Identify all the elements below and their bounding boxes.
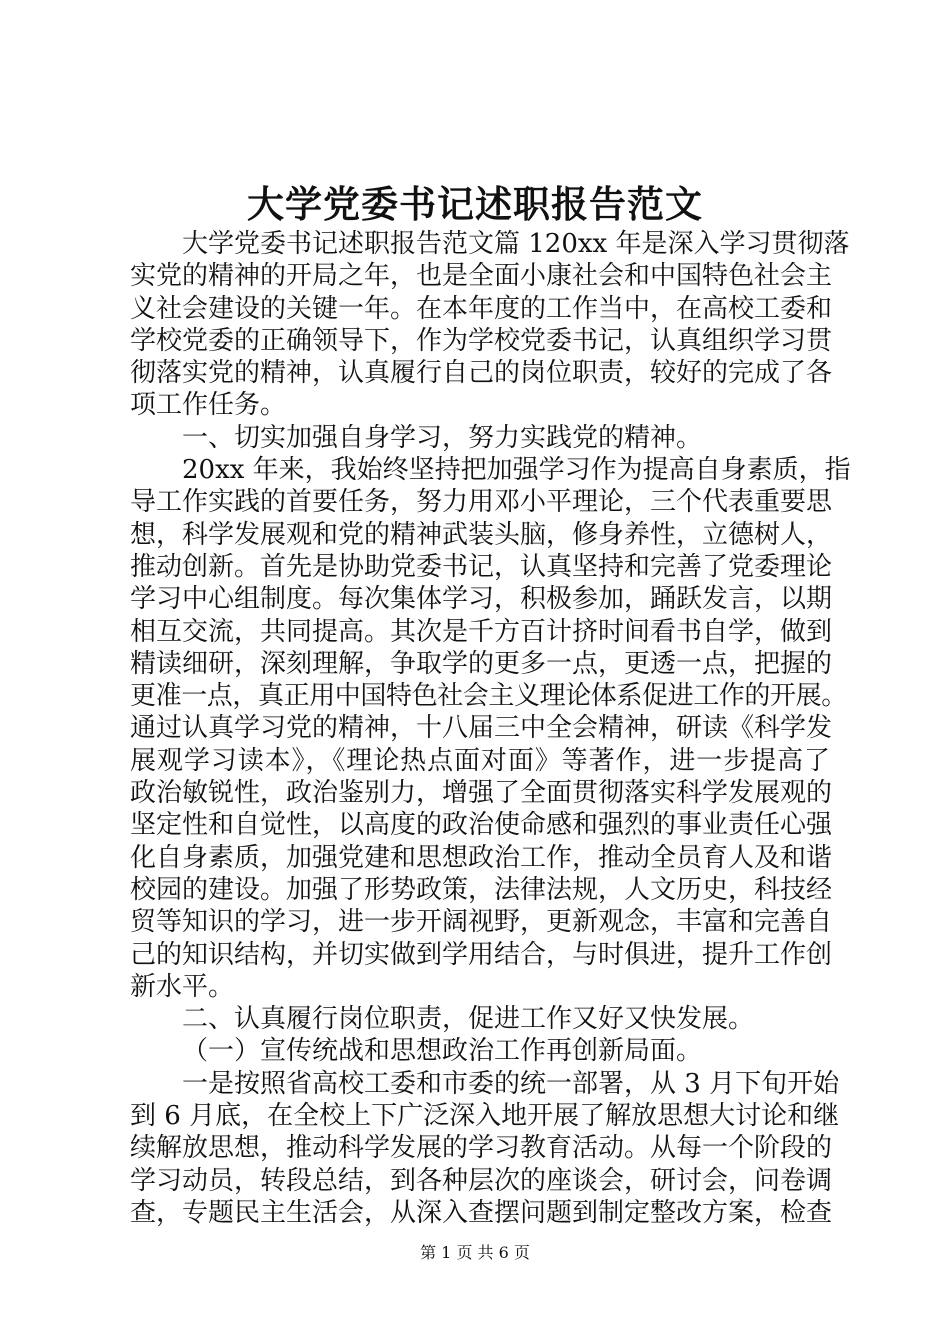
- page-footer: 第 1 页 共 6 页: [420, 1243, 530, 1262]
- body-text-line: 学习中心组制度。每次集体学习，积极参加，踊跃发言，以期: [130, 584, 833, 615]
- body-text-line: 贸等知识的学习，进一步开阔视野，更新观念，丰富和完善自: [130, 907, 833, 938]
- body-text-line: 推动创新。首先是协助党委书记，认真坚持和完善了党委理论: [130, 551, 833, 582]
- body-text-line: 展观学习读本》，《理论热点面对面》等著作，进一步提高了: [130, 745, 830, 776]
- body-text-line: 学习动员，转段总结，到各种层次的座谈会，研讨会，问卷调: [130, 1165, 833, 1196]
- body-text-line: 实党的精神的开局之年，也是全面小康社会和中国特色社会主: [130, 261, 833, 292]
- body-text-line: 学校党委的正确领导下，作为学校党委书记，认真组织学习贯: [130, 325, 833, 356]
- body-text-line: 20xx 年来，我始终坚持把加强学习作为提高自身素质，指: [182, 455, 851, 486]
- body-text-line: 义社会建设的关键一年。在本年度的工作当中，在高校工委和: [130, 293, 833, 324]
- body-text-line: 导工作实践的首要任务，努力用邓小平理论，三个代表重要思: [130, 487, 833, 518]
- body-text-line: 己的知识结构，并切实做到学用结合，与时俱进，提升工作创: [130, 939, 833, 970]
- body-text-line: 到 6 月底，在全校上下广泛深入地开展了解放思想大讨论和继: [130, 1101, 840, 1132]
- document-body: [130, 228, 851, 1229]
- body-text-line: 大学党委书记述职报告范文篇 120xx 年是深入学习贯彻落: [182, 229, 850, 259]
- body-text-line: 相互交流，共同提高。其次是千方百计挤时间看书自学，做到: [130, 616, 833, 647]
- body-text-line: 更准一点，真正用中国特色社会主义理论体系促进工作的开展。: [130, 681, 847, 712]
- body-text-line: 想，科学发展观和党的精神武装头脑，修身养性，立德树人，: [130, 519, 833, 550]
- body-text-line: 查，专题民主生活会，从深入查摆问题到制定整改方案，检查: [130, 1197, 833, 1228]
- body-text-line: 化自身素质，加强党建和思想政治工作，推动全员育人及和谐: [130, 842, 833, 873]
- body-text-line: 二、认真履行岗位职责，促进工作又好又快发展。: [182, 1004, 755, 1035]
- body-text-line: 彻落实党的精神，认真履行自己的岗位职责，较好的完成了各: [130, 358, 833, 389]
- body-text-line: 通过认真学习党的精神，十八届三中全会精神，研读《科学发: [130, 713, 833, 744]
- body-text-line: 续解放思想，推动科学发展的学习教育活动。从每一个阶段的: [130, 1133, 833, 1164]
- body-text-line: 政治敏锐性，政治鉴别力，增强了全面贯彻落实科学发展观的: [130, 778, 833, 809]
- body-text-line: （一）宣传统战和思想政治工作再创新局面。: [182, 1036, 703, 1067]
- body-text-line: 项工作任务。: [130, 390, 287, 421]
- body-text-line: 一、切实加强自身学习，努力实践党的精神。: [182, 422, 703, 453]
- body-text-line: 坚定性和自觉性，以高度的政治使命感和强烈的事业责任心强: [130, 810, 833, 841]
- document-title: 大学党委书记述职报告范文: [247, 182, 703, 226]
- body-text-line: 新水平。: [130, 971, 235, 1002]
- body-text-line: 校园的建设。加强了形势政策，法律法规，人文历史，科技经: [130, 874, 833, 905]
- body-text-line: 精读细研，深刻理解，争取学的更多一点，更透一点，把握的: [130, 648, 833, 679]
- body-text-line: 一是按照省高校工委和市委的统一部署，从 3 月下旬开始: [182, 1068, 840, 1099]
